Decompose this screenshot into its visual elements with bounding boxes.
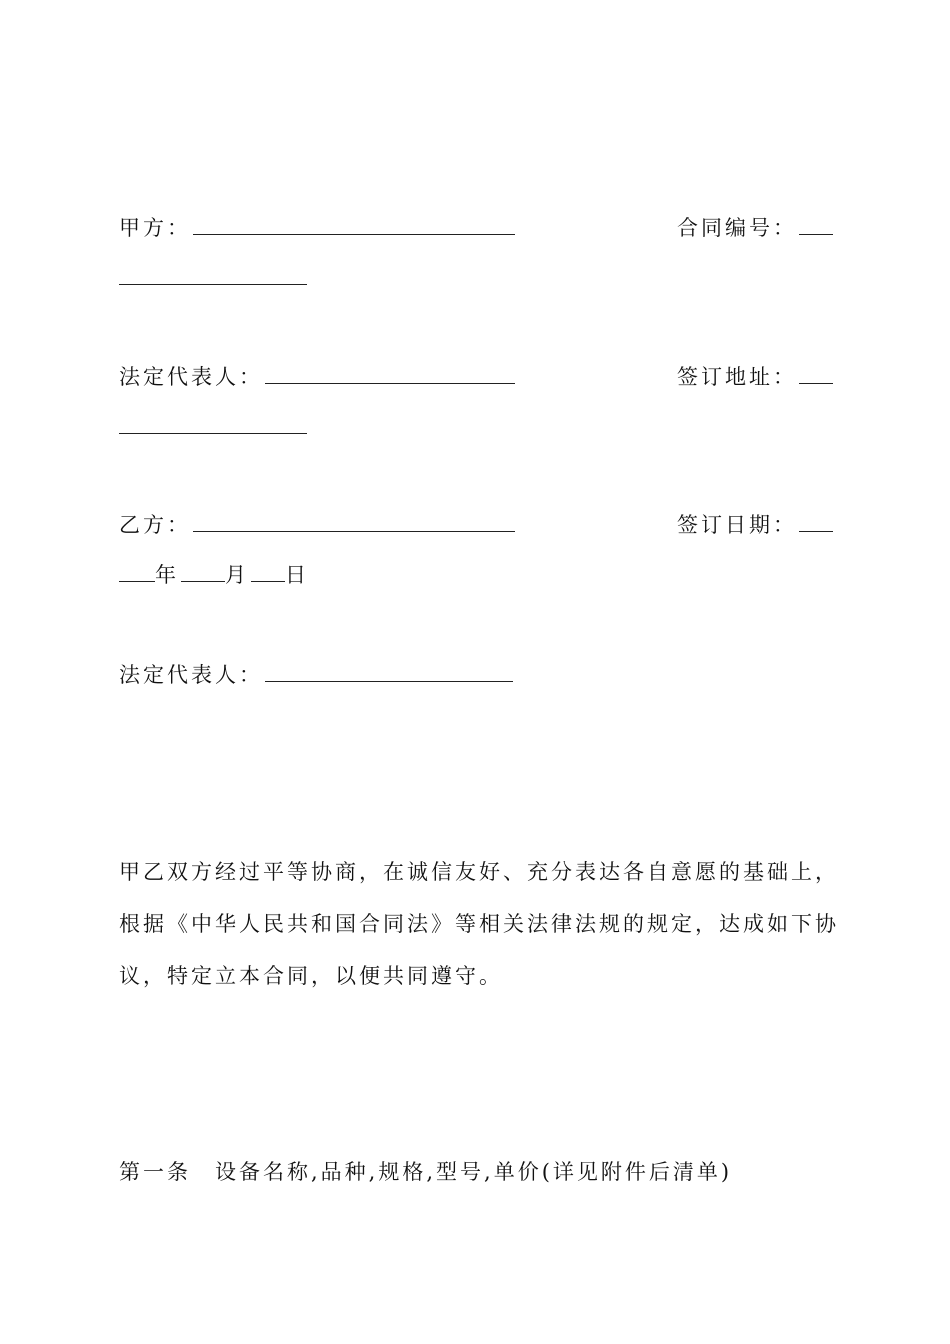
day-label: 日 xyxy=(285,563,309,587)
rep-a-line xyxy=(119,362,515,392)
rep-b-field[interactable] xyxy=(265,661,513,682)
party-a-line xyxy=(119,213,515,243)
sign-address-line xyxy=(677,362,833,392)
contract-no-continuation xyxy=(119,263,307,293)
month-label: 月 xyxy=(225,563,249,587)
rep-a-field[interactable] xyxy=(265,363,515,384)
party-b-label: 乙方： xyxy=(119,513,191,537)
party-b-field[interactable] xyxy=(193,511,515,532)
preamble-paragraph: 甲乙双方经过平等协商，在诚信友好、充分表达各自意愿的基础上，根据《中华人民共和国合同法》等相关法律法规的规定，达成如下协议，特定立本合同，以便共同遵守。 xyxy=(119,860,839,988)
sign-address-field-cont[interactable] xyxy=(119,413,307,434)
rep-a-label: 法定代表人： xyxy=(119,365,263,389)
contract-no-field[interactable] xyxy=(799,214,833,235)
rep-b-line xyxy=(119,660,513,690)
contract-no-field-cont[interactable] xyxy=(119,264,307,285)
month-field[interactable] xyxy=(181,561,225,582)
article-1-title: 设备名称,品种,规格,型号,单价(详见附件后清单) xyxy=(215,1160,733,1184)
article-1-heading xyxy=(119,1157,732,1187)
article-1-number: 第一条 xyxy=(119,1160,191,1184)
sign-address-field[interactable] xyxy=(799,363,833,384)
year-label: 年 xyxy=(155,563,179,587)
party-a-label: 甲方： xyxy=(119,216,191,240)
sign-address-label: 签订地址： xyxy=(677,365,797,389)
sign-date-label: 签订日期： xyxy=(677,513,797,537)
contract-no-label: 合同编号： xyxy=(677,216,797,240)
sign-date-line xyxy=(677,510,833,540)
rep-b-label: 法定代表人： xyxy=(119,663,263,687)
party-a-field[interactable] xyxy=(193,214,515,235)
sign-address-continuation xyxy=(119,412,307,442)
sign-date-continuation xyxy=(119,560,309,590)
year-field[interactable] xyxy=(119,561,155,582)
day-field[interactable] xyxy=(251,561,285,582)
contract-no-line xyxy=(677,213,833,243)
party-b-line xyxy=(119,510,515,540)
sign-date-field[interactable] xyxy=(799,511,833,532)
